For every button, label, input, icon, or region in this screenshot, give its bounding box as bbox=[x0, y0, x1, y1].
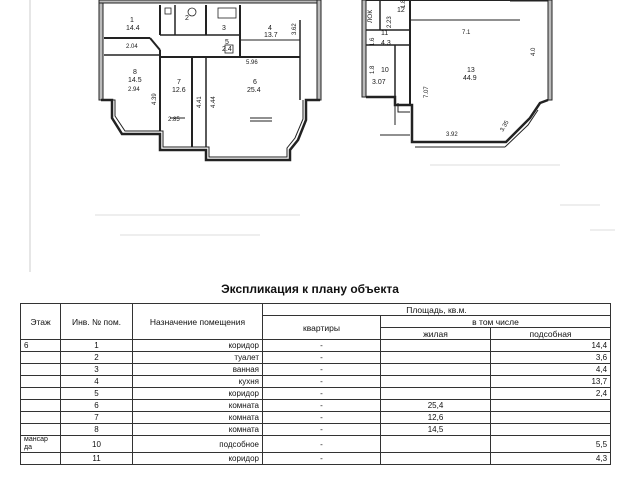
header-area: Площадь, кв.м. bbox=[263, 304, 611, 316]
room-10-area: 3.07 bbox=[372, 79, 386, 86]
room-4-area: 13.7 bbox=[264, 32, 278, 39]
header-living: жилая bbox=[381, 328, 491, 340]
dim-1-6: 1.6 bbox=[370, 37, 376, 46]
room-1-num: 1 bbox=[130, 17, 134, 24]
dim-3-35: 3.35 bbox=[499, 119, 511, 133]
dim-2-85: 2.85 bbox=[168, 117, 180, 123]
table-row: мансар да 10 подсобное - 5,5 bbox=[21, 436, 611, 453]
dim-2-04: 2.04 bbox=[126, 44, 138, 50]
dim-5-96: 5.96 bbox=[246, 60, 258, 66]
dim-3-92: 3.92 bbox=[446, 132, 458, 138]
table-row: 11 коридор - 4,3 bbox=[21, 453, 611, 465]
table-row: 4 кухня - 13,7 bbox=[21, 376, 611, 388]
room-6-num: 6 bbox=[253, 79, 257, 86]
header-aux: подсобная bbox=[491, 328, 611, 340]
table-row: 6 1 коридор - 14,4 bbox=[21, 340, 611, 352]
dim-2-23: 2.23 bbox=[387, 16, 393, 28]
header-floor: Этаж bbox=[21, 304, 61, 340]
room-13-num: 13 bbox=[467, 67, 475, 74]
table-header-row-1 bbox=[21, 304, 611, 316]
room-4-num: 4 bbox=[268, 25, 272, 32]
room-10-num: 10 bbox=[381, 67, 389, 74]
dim-1-8a: 1.8 bbox=[401, 0, 407, 8]
header-apartment: квартиры bbox=[263, 316, 381, 340]
table-row: 8 комната - 14,5 bbox=[21, 424, 611, 436]
dim-7-07: 7.07 bbox=[424, 86, 430, 98]
header-including: в том числе bbox=[381, 316, 611, 328]
room-7-num: 7 bbox=[177, 79, 181, 86]
room-1-area: 14.4 bbox=[126, 25, 140, 32]
dim-7-1: 7.1 bbox=[462, 30, 471, 36]
dim-4-41: 4.41 bbox=[197, 96, 203, 108]
table-body bbox=[21, 340, 611, 465]
table-row: 2 туалет - 3,6 bbox=[21, 352, 611, 364]
background-text-lines bbox=[95, 165, 615, 235]
room-9-area: 12 bbox=[397, 7, 405, 14]
header-inv: Инв. № пом. bbox=[61, 304, 133, 340]
room-2-num: 2 bbox=[185, 15, 189, 22]
header-purpose: Назначение помещения bbox=[133, 304, 263, 340]
dim-4-39: 4.39 bbox=[152, 93, 158, 105]
room-7-area: 12.6 bbox=[172, 87, 186, 94]
dim-3-62: 3.62 bbox=[292, 23, 298, 35]
right-plan-labels bbox=[367, 7, 477, 86]
table-row: 7 комната - 12,6 bbox=[21, 412, 611, 424]
dim-2-94: 2.94 bbox=[128, 87, 140, 93]
room-5-num: 5 bbox=[225, 39, 229, 46]
dim-4-44: 4.44 bbox=[211, 96, 217, 108]
room-11-area: 4.3 bbox=[381, 40, 391, 47]
table-row: 6 комната - 25,4 bbox=[21, 400, 611, 412]
explication-table bbox=[20, 303, 611, 465]
dim-1-8b: 1.8 bbox=[370, 65, 376, 74]
dim-4-0: 4.0 bbox=[531, 47, 537, 56]
room-13-area: 44.9 bbox=[463, 75, 477, 82]
explication-title: Экспликация к плану объекта bbox=[221, 282, 399, 296]
room-8-area: 14.5 bbox=[128, 77, 142, 84]
table-row: 3 ванная - 4,4 bbox=[21, 364, 611, 376]
room-3-num: 3 bbox=[222, 25, 226, 32]
label-lok: ЛОК bbox=[367, 9, 374, 23]
room-5-area: 2.4 bbox=[222, 46, 232, 53]
room-8-num: 8 bbox=[133, 69, 137, 76]
room-11-num: 11 bbox=[381, 30, 389, 37]
room-6-area: 25.4 bbox=[247, 87, 261, 94]
table-row: 5 коридор - 2,4 bbox=[21, 388, 611, 400]
